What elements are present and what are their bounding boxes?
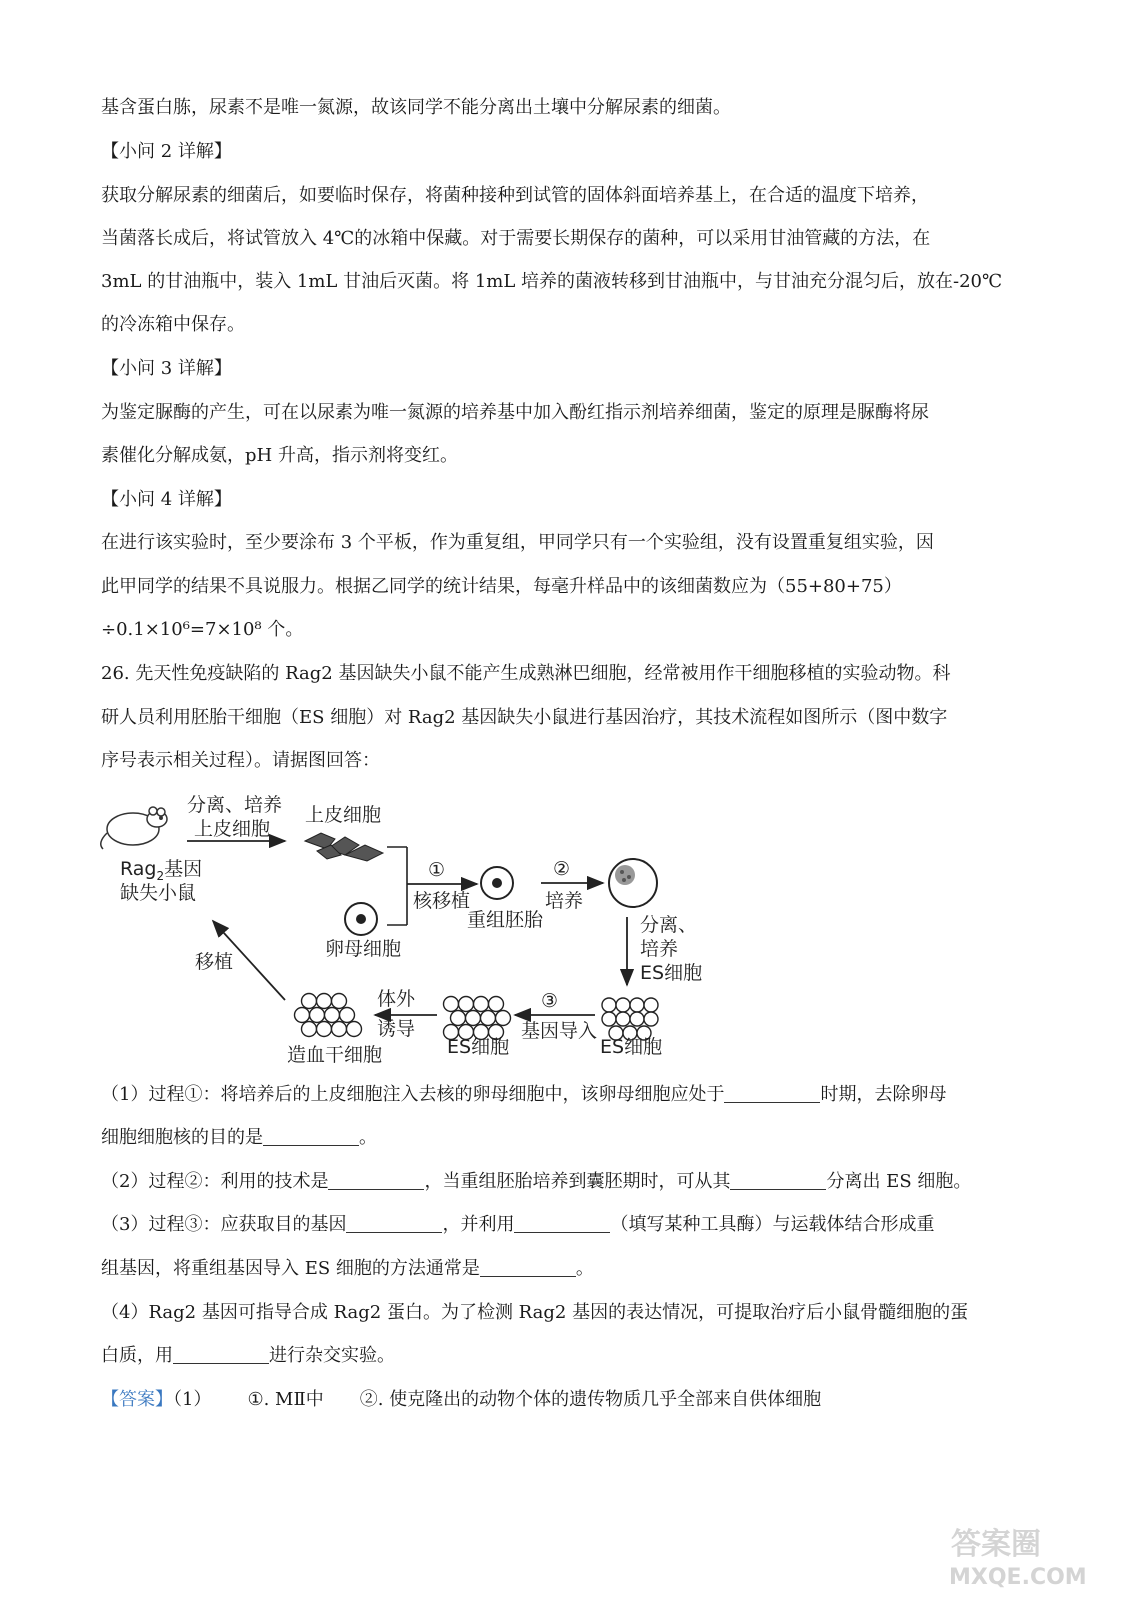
- answer-blank[interactable]: [480, 1258, 576, 1277]
- answer-blank[interactable]: [263, 1127, 359, 1146]
- es-cell-label-right: ES细胞: [600, 1036, 663, 1058]
- isolate-label-2: 上皮细胞: [194, 818, 271, 840]
- mouse-icon: [101, 807, 167, 849]
- text-line: 当菌落长成后，将试管放入 4℃的冰箱中保藏。对于需要长期保存的菌种，可以采用甘油管藏的方法，在: [101, 228, 931, 249]
- gene-transfer-label: 基因导入: [521, 1020, 598, 1042]
- answer-blank[interactable]: [346, 1214, 442, 1233]
- step-3-label: ③: [541, 990, 559, 1012]
- hematopoietic-cells-cluster: [295, 994, 362, 1037]
- culture-label: 培养: [545, 890, 584, 912]
- mouse-label-1: Rag$_2$基因: [120, 858, 203, 883]
- oocyte-label: 卵母细胞: [325, 938, 402, 960]
- bracket-connector: [387, 847, 407, 925]
- watermark-bottom: MXQE.COM: [949, 1565, 1087, 1590]
- answer-blank[interactable]: [514, 1214, 610, 1233]
- answer-blank[interactable]: [730, 1171, 826, 1190]
- answer-blank[interactable]: [173, 1345, 269, 1364]
- blastocyst-icon: [609, 859, 657, 907]
- epithelial-cells-icon: [305, 833, 383, 861]
- text-line: 获取分解尿素的细菌后，如要临时保存，将菌种接种到试管的固体斜面培养基上，在合适的温度下培养，: [101, 185, 929, 206]
- section-heading: 【小问 3 详解】: [101, 358, 232, 379]
- watermark-logo: [941, 1520, 1101, 1590]
- text-line: 在进行该实验时，至少要涂布 3 个平板，作为重复组，甲同学只有一个实验组，没有设置重复组实验，因: [101, 532, 934, 553]
- question-text: 研人员利用胚胎干细胞（ES 细胞）对 Rag2 基因缺失小鼠进行基因治疗，其技术流程如图所示（图中数字: [101, 707, 948, 728]
- text-line: 的冷冻箱中保存。: [101, 314, 245, 335]
- es-cells-cluster-right: [602, 998, 658, 1040]
- induction-label-1: 体外: [377, 988, 416, 1010]
- epithelial-label: 上皮细胞: [305, 804, 382, 826]
- question-4-line-1: （4）Rag2 基因可指导合成 Rag2 蛋白。为了检测 Rag2 基因的表达情况，可提取治疗后小鼠骨髓细胞的蛋: [101, 1302, 969, 1323]
- text-line: 基含蛋白胨，尿素不是唯一氮源，故该同学不能分离出土壤中分解尿素的细菌。: [101, 97, 731, 118]
- flowchart-diagram: [95, 785, 735, 1075]
- text-line: 此甲同学的结果不具说服力。根据乙同学的统计结果，每毫升样品中的该细菌数应为（55+80+75）: [101, 576, 902, 597]
- hsc-label: 造血干细胞: [287, 1044, 383, 1066]
- section-heading: 【小问 2 详解】: [101, 141, 232, 162]
- text-line: 素催化分解成氨，pH 升高，指示剂将变红。: [101, 445, 458, 466]
- embryo-label: 重组胚胎: [467, 909, 544, 931]
- separate-label-3: ES细胞: [640, 962, 703, 984]
- induction-label-2: 诱导: [377, 1018, 416, 1040]
- step-2-label: ②: [553, 858, 571, 880]
- es-cell-label-middle: ES细胞: [447, 1036, 510, 1058]
- text-line: 为鉴定脲酶的产生，可在以尿素为唯一氮源的培养基中加入酚红指示剂培养细菌，鉴定的原理是脲酶将尿: [101, 402, 929, 423]
- answer-line: 【答案】（1） ①. MⅡ中 ②. 使克隆出的动物个体的遗传物质几乎全部来自供体细胞: [101, 1389, 822, 1410]
- mouse-label-2: 缺失小鼠: [120, 882, 197, 904]
- answer-blank[interactable]: [328, 1171, 424, 1190]
- step-1-label: ①: [428, 859, 446, 881]
- question-3-line-1: （3）过程③：应获取目的基因 ，并利用 （填写某种工具酶）与运载体结合形成重: [101, 1214, 935, 1235]
- isolate-label-1: 分离、培养: [187, 794, 283, 816]
- separate-label-2: 培养: [640, 938, 679, 960]
- question-text: 26. 先天性免疫缺陷的 Rag2 基因缺失小鼠不能产生成熟淋巴细胞，经常被用作干细胞移植的实验动物。科: [101, 663, 951, 684]
- watermark-top: 答案圈: [951, 1527, 1041, 1562]
- section-heading: 【小问 4 详解】: [101, 489, 232, 510]
- question-1-line-2: 细胞细胞核的目的是 。: [101, 1127, 377, 1148]
- question-4-line-2: 白质，用 进行杂交实验。: [101, 1345, 395, 1366]
- answer-label: 【答案】: [101, 1389, 173, 1410]
- transplant-label: 移植: [195, 951, 234, 973]
- watermark-svg: [941, 1520, 1101, 1590]
- separate-label-1: 分离、: [640, 914, 698, 936]
- question-2-line-1: （2）过程②：利用的技术是 ，当重组胚胎培养到囊胚期时，可从其 分离出 ES 细胞。: [101, 1171, 972, 1192]
- embryo-icon: [481, 867, 513, 899]
- text-line: 3mL 的甘油瓶中，装入 1mL 甘油后灭菌。将 1mL 培养的菌液转移到甘油瓶中，与甘油充分混匀后，放在-20℃: [101, 271, 1003, 292]
- text-line: ÷0.1×10⁶=7×10⁸ 个。: [101, 619, 304, 640]
- nuclear-transfer-label: 核移植: [413, 890, 471, 912]
- question-text: 序号表示相关过程）。请据图回答：: [101, 750, 380, 771]
- flowchart-svg: [95, 785, 735, 1075]
- question-3-line-2: 组基因，将重组基因导入 ES 细胞的方法通常是 。: [101, 1258, 594, 1279]
- es-cells-cluster-middle: [444, 997, 511, 1040]
- oocyte-icon: [345, 903, 377, 935]
- answer-blank[interactable]: [724, 1084, 820, 1103]
- question-1-line-1: （1）过程①：将培养后的上皮细胞注入去核的卵母细胞中，该卵母细胞应处于 时期，去除卵母: [101, 1084, 947, 1105]
